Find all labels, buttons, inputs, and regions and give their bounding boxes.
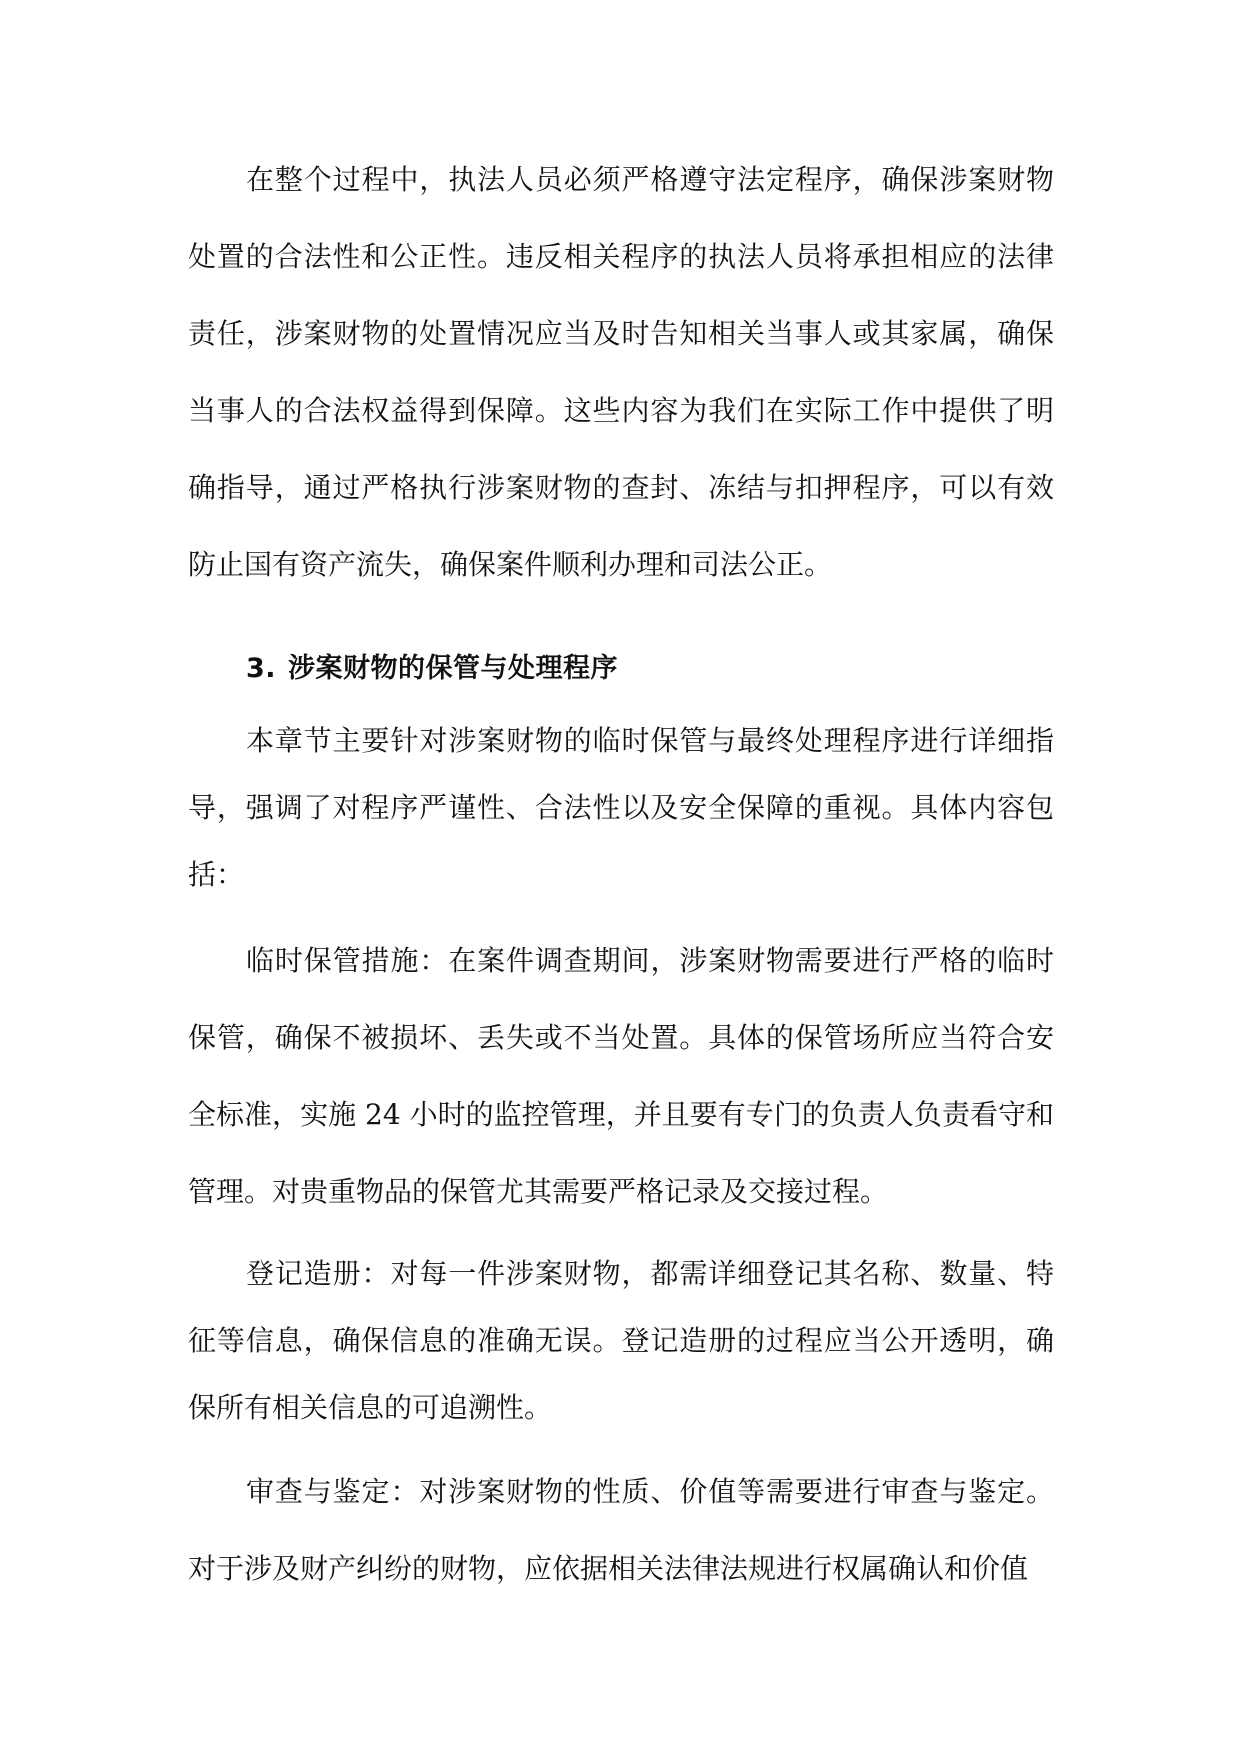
section-number: 3. bbox=[246, 653, 277, 684]
body-paragraph: 审查与鉴定：对涉案财物的性质、价值等需要进行审查与鉴定。对于涉及财产纠纷的财物，应依据相关法律法规进行权属确认和价值 bbox=[188, 1475, 1054, 1585]
paragraph-spacer bbox=[188, 1441, 1054, 1453]
body-paragraph: 临时保管措施：在案件调查期间，涉案财物需要进行严格的临时保管，确保不被损坏、丢失或不当处置。具体的保管场所应当符合安全标准，实施 24 小时的监控管理，并且要有专门的负责人负责看守和管理。对贵重物品的保管尤其需要严格记录及交接过程。 bbox=[188, 944, 1054, 1208]
body-paragraph: 在整个过程中，执法人员必须严格遵守法定程序，确保涉案财物处置的合法性和公正性。违反相关程序的执法人员将承担相应的法律责任，涉案财物的处置情况应当及时告知相关当事人或其家属，确保当事人的合法权益得到保障。这些内容为我们在实际工作中提供了明确指导，通过严格执行涉案财物的查封、冻结与扣押程序，可以有效防止国有资产流失，确保案件顺利办理和司法公正。 bbox=[188, 163, 1054, 581]
section-heading bbox=[188, 637, 1054, 701]
document-body bbox=[188, 141, 1054, 1607]
body-paragraph: 登记造册：对每一件涉案财物，都需详细登记其名称、数量、特征等信息，确保信息的准确无误。登记造册的过程应当公开透明，确保所有相关信息的可追溯性。 bbox=[188, 1257, 1054, 1424]
section-title: 涉案财物的保管与处理程序 bbox=[288, 653, 618, 684]
body-paragraph: 本章节主要针对涉案财物的临时保管与最终处理程序进行详细指导，强调了对程序严谨性、合法性以及安全保障的重视。具体内容包括： bbox=[188, 724, 1054, 891]
paragraph-spacer bbox=[188, 1230, 1054, 1240]
paragraph-spacer bbox=[188, 908, 1054, 922]
